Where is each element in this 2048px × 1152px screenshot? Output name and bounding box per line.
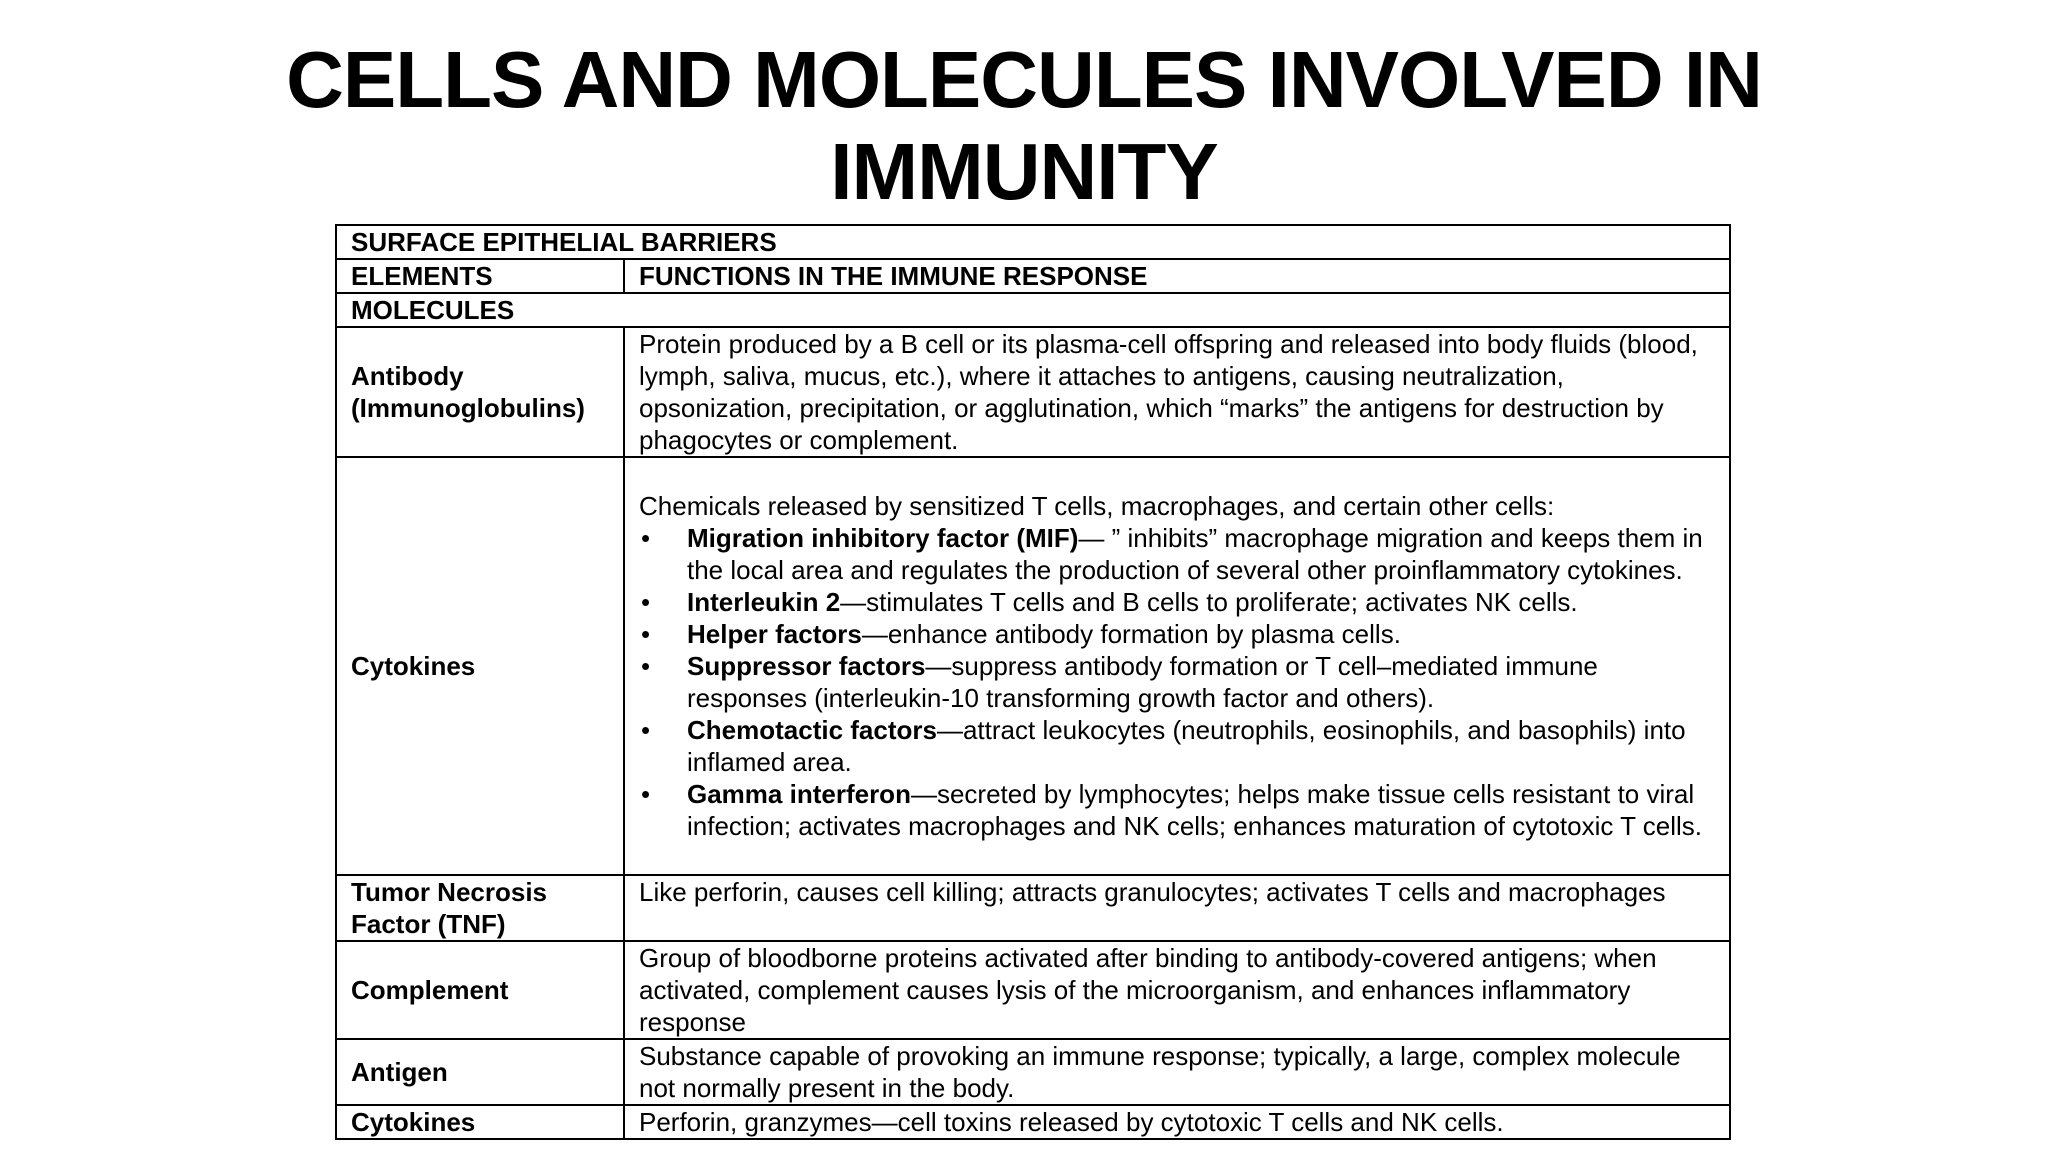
function-cell-antigen: Substance capable of provoking an immune response; typically, a large, complex molecule not normally present in the body. — [624, 1039, 1730, 1105]
cytokines-list — [639, 522, 1715, 842]
list-item-term: Chemotactic factors — [687, 715, 937, 745]
bullet-icon: • — [641, 587, 651, 617]
table-row — [336, 327, 1730, 457]
function-cell-tnf: Like perforin, causes cell killing; attracts granulocytes; activates T cells and macrophages — [624, 875, 1730, 941]
list-item — [639, 618, 1715, 650]
list-item-text: —attract leukocytes (neutrophils, eosinophils, and basophils) into inflamed area. — [687, 715, 1686, 777]
function-cell-cytokines-2: Perforin, granzymes—cell toxins released by cytotoxic T cells and NK cells. — [624, 1105, 1730, 1139]
list-item-term: Suppressor factors — [687, 651, 926, 681]
table-row — [336, 1105, 1730, 1139]
list-item — [639, 714, 1715, 778]
bullet-icon: • — [641, 715, 651, 745]
list-item — [639, 522, 1715, 586]
element-cell-cytokines: Cytokines — [336, 457, 624, 875]
list-item-term: Interleukin 2 — [687, 587, 841, 617]
title-line-2: IMMUNITY — [830, 127, 1218, 216]
list-item — [639, 778, 1715, 842]
element-label: (Immunoglobulins) — [351, 393, 585, 423]
list-item-text: —suppress antibody formation or T cell–mediated immune responses (interleukin-10 transforming growth factor and others). — [687, 651, 1598, 713]
bullet-icon: • — [641, 779, 651, 809]
section-header-cell: SURFACE EPITHELIAL BARRIERS — [336, 225, 1730, 259]
element-cell-antibody — [336, 327, 624, 457]
column-header-elements: ELEMENTS — [336, 259, 624, 293]
function-cell-antibody: Protein produced by a B cell or its plasma-cell offspring and released into body fluids (blood, lymph, saliva, mucus, etc.), where it attaches to antigens, causing neutralization, opsonization, precipitation, or agglutination, which “marks” the antigens for destruction by phagocytes or complement. — [624, 327, 1730, 457]
bullet-icon: • — [641, 651, 651, 681]
list-item-term: Helper factors — [687, 619, 862, 649]
bullet-icon: • — [641, 619, 651, 649]
function-cell-cytokines — [624, 457, 1730, 875]
immunity-table — [335, 224, 1731, 1140]
table-row — [336, 941, 1730, 1039]
table-row — [336, 457, 1730, 875]
subsection-row — [336, 293, 1730, 327]
page-title — [0, 34, 2048, 218]
list-item-text: —enhance antibody formation by plasma cells. — [861, 619, 1401, 649]
function-cell-complement: Group of bloodborne proteins activated after binding to antibody-covered antigens; when activated, complement causes lysis of the microorganism, and enhances inflammatory response — [624, 941, 1730, 1039]
list-item-term: Gamma interferon — [687, 779, 911, 809]
list-item-text: —stimulates T cells and B cells to proliferate; activates NK cells. — [840, 587, 1578, 617]
subsection-cell: MOLECULES — [336, 293, 1730, 327]
element-cell-cytokines-2: Cytokines — [336, 1105, 624, 1139]
column-header-row — [336, 259, 1730, 293]
bullet-icon: • — [641, 523, 651, 553]
section-header-row — [336, 225, 1730, 259]
cytokines-intro: Chemicals released by sensitized T cells, macrophages, and certain other cells: — [639, 491, 1555, 521]
list-item-term: Migration inhibitory factor (MIF) — [687, 523, 1079, 553]
table-row — [336, 1039, 1730, 1105]
element-cell-complement: Complement — [336, 941, 624, 1039]
element-cell-tnf — [336, 875, 624, 941]
table-row — [336, 875, 1730, 941]
list-item — [639, 586, 1715, 618]
column-header-functions: FUNCTIONS IN THE IMMUNE RESPONSE — [624, 259, 1730, 293]
list-item — [639, 650, 1715, 714]
element-label: Antibody — [351, 361, 464, 391]
element-cell-antigen: Antigen — [336, 1039, 624, 1105]
list-item-text: — ” inhibits” macrophage migration and keeps them in the local area and regulates the production of several other proinflammatory cytokines. — [687, 523, 1703, 585]
title-line-1: CELLS AND MOLECULES INVOLVED IN — [286, 35, 1762, 124]
element-label: Factor (TNF) — [351, 909, 506, 939]
list-item-text: —secreted by lymphocytes; helps make tissue cells resistant to viral infection; activates macrophages and NK cells; enhances maturation of cytotoxic T cells. — [687, 779, 1703, 841]
element-label: Tumor Necrosis — [351, 877, 548, 907]
